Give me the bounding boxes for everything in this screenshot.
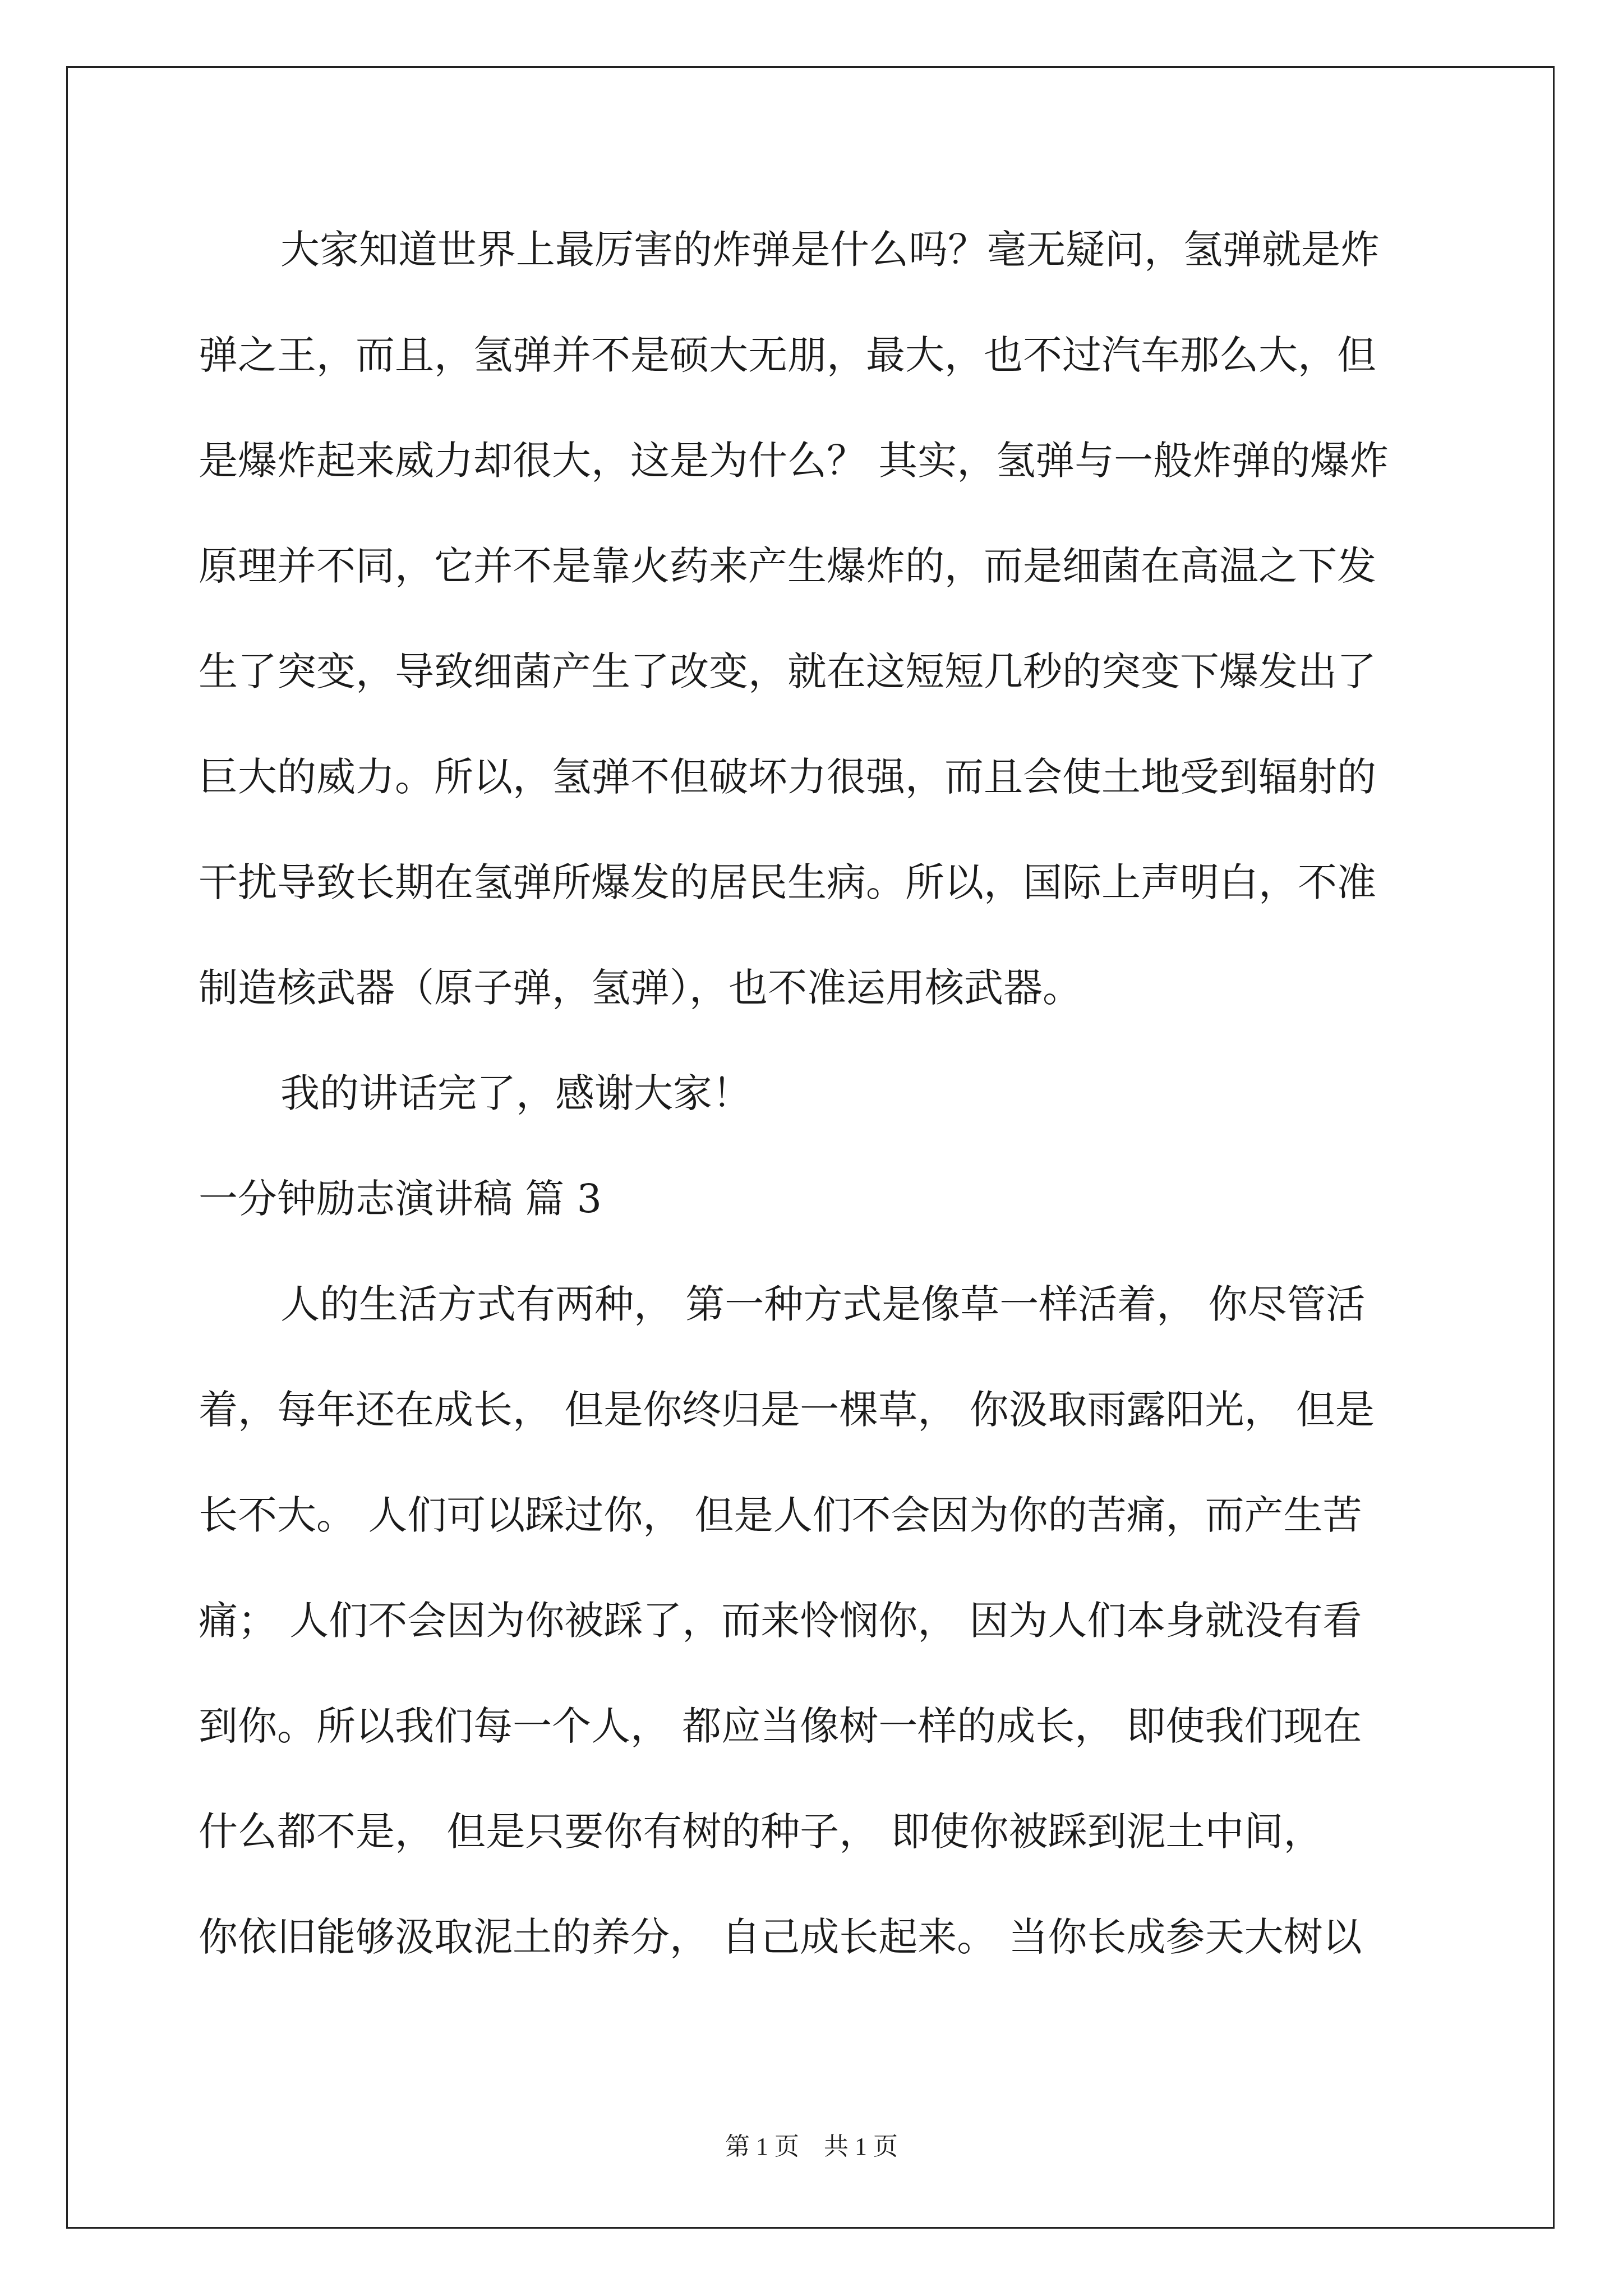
closing-remark: 我的讲话完了，感谢大家！ <box>280 1070 751 1116</box>
text-line: 你依旧能够汲取泥土的养分， 自己成长起来。 当你长成参天大树以 <box>199 1914 1362 1960</box>
paragraph-hydrogen-bomb <box>199 219 1432 1062</box>
text-line: 长不大。 人们可以踩过你， 但是人们不会因为你的苦痛，而产生苦 <box>199 1492 1362 1538</box>
text-line: 制造核武器（原子弹，氢弹），也不准运用核武器。 <box>199 965 1082 1011</box>
text-line: 什么都不是， 但是只要你有树的种子， 即使你被踩到泥土中间， <box>199 1809 1323 1855</box>
text-line: 是爆炸起来威力却很大，这是为什么？ 其实，氢弹与一般炸弹的爆炸 <box>199 438 1389 484</box>
paragraph-grass-and-tree <box>199 1273 1432 2012</box>
text-line: 着，每年还在成长， 但是你终归是一棵草， 你汲取雨露阳光， 但是 <box>199 1387 1375 1433</box>
text-line: 干扰导致长期在氢弹所爆发的居民生病。所以，国际上声明白，不准 <box>199 859 1376 905</box>
section-heading: 一分钟励志演讲稿 篇 3 <box>199 1176 602 1222</box>
text-line: 到你。所以我们每一个人， 都应当像树一样的成长， 即使我们现在 <box>199 1703 1362 1749</box>
text-line: 人的生活方式有两种， 第一种方式是像草一样活着， 你尽管活 <box>280 1281 1366 1327</box>
text-line: 大家知道世界上最厉害的炸弹是什么吗？毫无疑问，氢弹就是炸 <box>280 227 1380 273</box>
text-line: 生了突变，导致细菌产生了改变，就在这短短几秒的突变下爆发出了 <box>199 648 1376 694</box>
document-body <box>199 219 1432 2012</box>
text-line: 巨大的威力。所以，氢弹不但破坏力很强，而且会使土地受到辐射的 <box>199 754 1376 800</box>
text-line: 原理并不同，它并不是靠火药来产生爆炸的，而是细菌在高温之下发 <box>199 543 1376 589</box>
text-line: 痛； 人们不会因为你被踩了，而来怜悯你， 因为人们本身就没有看 <box>199 1598 1362 1644</box>
page-number-footer: 第 1 页 共 1 页 <box>725 2133 898 2160</box>
text-line: 弹之王，而且，氢弹并不是硕大无朋，最大，也不过汽车那么大，但 <box>199 332 1376 378</box>
